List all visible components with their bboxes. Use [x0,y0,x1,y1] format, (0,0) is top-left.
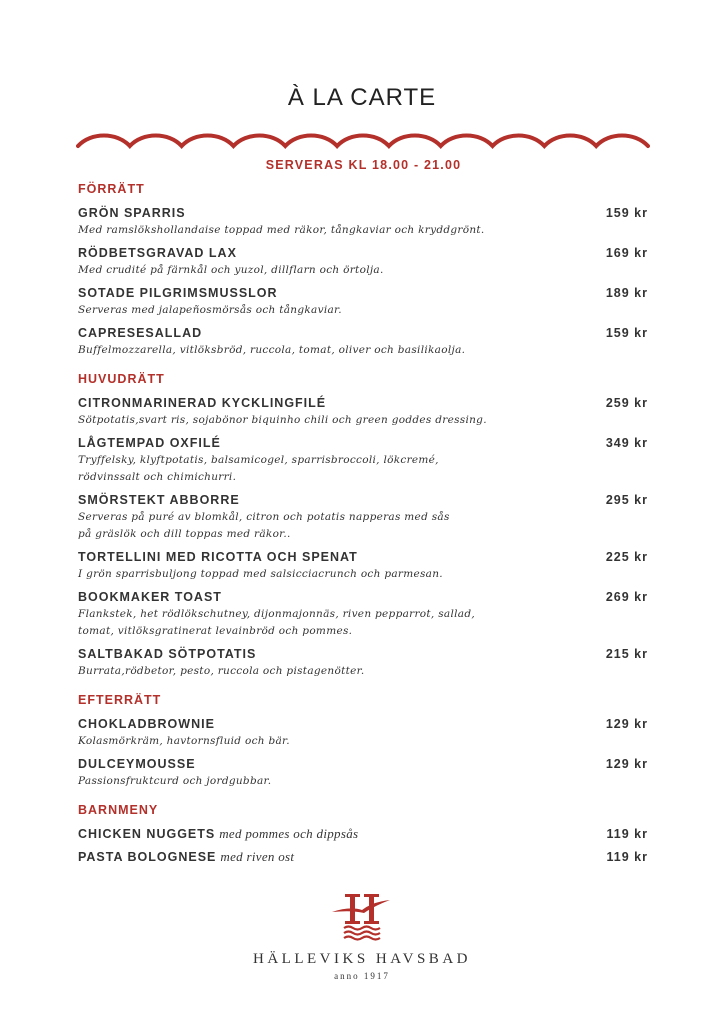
description-line: Serveras på puré av blomkål, citron och potatis napperas med sås [78,511,450,523]
item-name: CAPRESESALLAD [78,326,203,340]
menu-item-row [78,645,648,663]
item-name: LÅGTEMPAD OXFILÉ [78,436,221,450]
menu-item-row [78,284,648,302]
item-description [78,509,648,543]
section-heading: HUVUDRÄTT [78,372,165,386]
section-heading: EFTERRÄTT [78,693,162,707]
description-line: Flankstek, het rödlökschutney, dijonmajonnäs, riven pepparrot, sallad, [78,608,475,620]
item-price: 215 kr [605,647,648,661]
item-note: med pommes och dippsås [219,826,359,841]
menu-item-row [78,715,648,733]
item-name: SALTBAKAD SÖTPOTATIS [78,647,257,661]
menu-item-row [78,434,648,452]
menu-item [78,491,648,543]
description-line: på gräslök och dill toppas med räkor.. [78,528,291,540]
menu-item-row [78,491,648,509]
menu-item [78,434,648,486]
description-line: Kolasmörkräm, havtornsfluid och bär. [78,735,290,747]
menu-item-row [78,394,648,412]
menu-item-row [78,848,648,866]
menu-item [78,394,648,429]
description-line: Med ramslökshollandaise toppad med räkor, tångkaviar och kryddgrönt. [78,224,485,236]
item-description [78,663,648,680]
description-line: Sötpotatis,svart ris, sojabönor biquinho chili och green goddes dressing. [78,414,487,426]
item-price: 269 kr [605,590,648,604]
logo [0,892,724,981]
description-line: tomat, vitlöksgratinerat levainbröd och pommes. [78,625,353,637]
page-title: À LA CARTE [287,84,437,111]
item-description [78,342,648,359]
item-price: 159 kr [605,326,648,340]
logo-emblem-icon [330,892,394,944]
menu-item [78,715,648,750]
description-line: rödvinssalt och chimichurri. [78,471,237,483]
description-line: Serveras med jalapeñosmörsås och tångkaviar. [78,304,342,316]
item-name: SMÖRSTEKT ABBORRE [78,493,240,507]
item-description [78,222,648,239]
item-note: med riven ost [220,849,295,864]
item-description [78,262,648,279]
menu-item [78,548,648,583]
item-name: PASTA BOLOGNESE [78,850,217,864]
item-name: GRÖN SPARRIS [78,206,186,220]
item-name: TORTELLINI MED RICOTTA OCH SPENAT [78,550,358,564]
item-price: 169 kr [605,246,648,260]
item-price: 129 kr [605,757,648,771]
item-description [78,733,648,750]
description-line: Med crudité på färnkål och yuzol, dillflarn och örtolja. [78,264,384,276]
description-line: Passionsfruktcurd och jordgubbar. [78,775,272,787]
item-description [78,606,648,640]
menu-item [78,755,648,790]
description-line: Burrata,rödbetor, pesto, ruccola och pistagenötter. [78,665,365,677]
item-price: 129 kr [605,717,648,731]
item-name-wrap [78,848,294,866]
item-description [78,412,648,429]
menu-item [78,204,648,239]
menu-item-row [78,204,648,222]
item-description [78,302,648,319]
item-name: RÖDBETSGRAVAD LAX [78,246,237,260]
item-name: CHICKEN NUGGETS [78,827,216,841]
item-name: BOOKMAKER TOAST [78,590,222,604]
brand-name: HÄLLEVIKS HAVSBAD [253,951,471,967]
item-price: 189 kr [605,286,648,300]
item-name: DULCEYMOUSSE [78,757,196,771]
menu-item [78,645,648,680]
brand-year: anno 1917 [334,971,390,981]
menu-item [78,284,648,319]
description-line: I grön sparrisbuljong toppad med salsicciacrunch och parmesan. [78,568,443,580]
menu-item-row [78,548,648,566]
menu [78,180,648,871]
kids-menu-item [78,825,648,843]
item-price: 349 kr [605,436,648,450]
item-price: 119 kr [606,850,648,864]
menu-item [78,588,648,640]
kids-menu-item [78,848,648,866]
item-name: SOTADE PILGRIMSMUSSLOR [78,286,278,300]
item-price: 119 kr [606,827,648,841]
serving-hours: SERVERAS KL 18.00 - 21.00 [265,158,462,172]
menu-item-row [78,244,648,262]
item-price: 259 kr [605,396,648,410]
item-name-wrap [78,825,358,843]
description-line: Tryffelsky, klyftpotatis, balsamicogel, sparrisbroccoli, lökcremé, [78,454,439,466]
item-price: 159 kr [605,206,648,220]
item-description [78,566,648,583]
item-name: CITRONMARINERAD KYCKLINGFILÉ [78,396,327,410]
section-heading: FÖRRÄTT [78,182,145,196]
menu-item-row [78,755,648,773]
item-description [78,773,648,790]
menu-item [78,244,648,279]
item-price: 225 kr [605,550,648,564]
section-heading: BARNMENY [78,803,159,817]
menu-item-row [78,825,648,843]
item-price: 295 kr [605,493,648,507]
menu-item-row [78,588,648,606]
wave-divider [76,130,650,154]
wave-line [78,136,648,147]
menu-item [78,324,648,359]
item-name: CHOKLADBROWNIE [78,717,215,731]
menu-item-row [78,324,648,342]
item-description [78,452,648,486]
description-line: Buffelmozzarella, vitlöksbröd, ruccola, tomat, oliver och basilikaolja. [78,344,466,356]
